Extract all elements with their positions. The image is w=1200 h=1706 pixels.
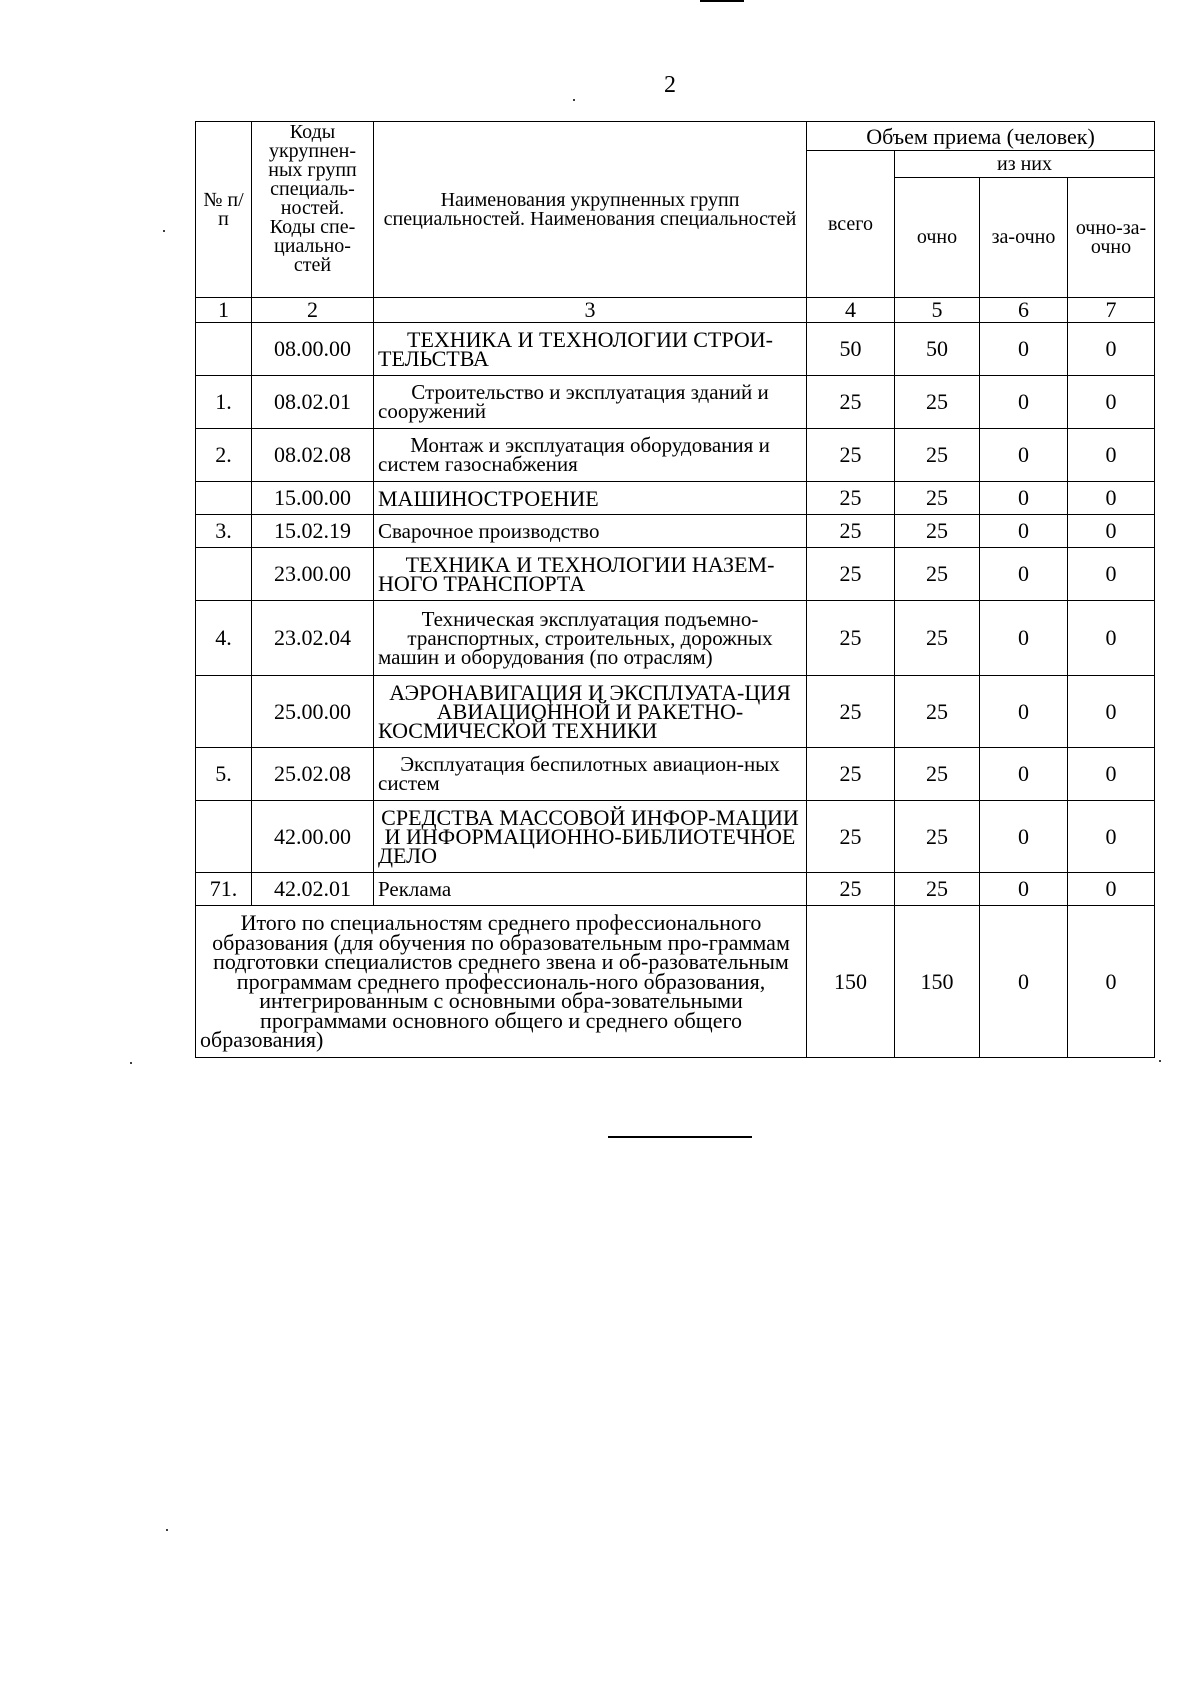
table-row (196, 601, 1155, 676)
scan-speck (1159, 1060, 1161, 1062)
row-name: ТЕХНИКА И ТЕХНОЛОГИИ СТРОИ-ТЕЛЬСТВА (374, 323, 807, 376)
table-row (196, 548, 1155, 601)
row-extramural: 0 (980, 801, 1068, 873)
row-number (196, 482, 252, 515)
row-full-time: 25 (895, 429, 980, 482)
row-number: 71. (196, 873, 252, 906)
column-number: 1 (196, 298, 252, 323)
row-code: 15.02.19 (252, 515, 374, 548)
row-part-time: 0 (1068, 801, 1155, 873)
row-name: Сварочное производство (374, 515, 807, 548)
row-number: 2. (196, 429, 252, 482)
row-number: 1. (196, 376, 252, 429)
row-number: 5. (196, 748, 252, 801)
row-name: ТЕХНИКА И ТЕХНОЛОГИИ НАЗЕМ-НОГО ТРАНСПОРТА (374, 548, 807, 601)
row-number (196, 801, 252, 873)
row-name: МАШИНОСТРОЕНИЕ (374, 482, 807, 515)
row-full-time: 25 (895, 676, 980, 748)
page-number: 2 (664, 72, 676, 98)
row-full-time: 25 (895, 376, 980, 429)
row-part-time: 0 (1068, 601, 1155, 676)
column-number: 4 (807, 298, 895, 323)
row-number: 4. (196, 601, 252, 676)
column-number: 5 (895, 298, 980, 323)
column-number: 3 (374, 298, 807, 323)
row-extramural: 0 (980, 323, 1068, 376)
row-extramural: 0 (980, 515, 1068, 548)
row-total: 25 (807, 676, 895, 748)
row-full-time: 25 (895, 748, 980, 801)
row-full-time: 25 (895, 801, 980, 873)
header-num: № п/п (196, 122, 252, 298)
header-name: Наименования укрупненных групп специальностей. Наименования специальностей (374, 122, 807, 298)
row-name: АЭРОНАВИГАЦИЯ И ЭКСПЛУАТА-ЦИЯ АВИАЦИОННОЙ И РАКЕТНО-КОСМИЧЕСКОЙ ТЕХНИКИ (374, 676, 807, 748)
row-part-time: 0 (1068, 873, 1155, 906)
row-code: 15.00.00 (252, 482, 374, 515)
row-extramural: 0 (980, 873, 1068, 906)
table-row (196, 748, 1155, 801)
row-name: Эксплуатация беспилотных авиацион-ных систем (374, 748, 807, 801)
row-extramural: 0 (980, 429, 1068, 482)
row-part-time: 0 (1068, 429, 1155, 482)
scan-speck (166, 1529, 168, 1531)
row-full-time: 25 (895, 482, 980, 515)
row-full-time: 50 (895, 323, 980, 376)
total-full-time: 150 (895, 906, 980, 1058)
total-extramural: 0 (980, 906, 1068, 1058)
header-full-time: очно (895, 178, 980, 298)
table-row (196, 482, 1155, 515)
row-extramural: 0 (980, 676, 1068, 748)
row-total: 25 (807, 801, 895, 873)
row-name: Реклама (374, 873, 807, 906)
row-extramural: 0 (980, 548, 1068, 601)
table-row (196, 801, 1155, 873)
row-total: 25 (807, 873, 895, 906)
header-extramural: за-очно (980, 178, 1068, 298)
row-code: 23.00.00 (252, 548, 374, 601)
admission-table (195, 121, 1155, 1058)
header-codes: Коды укрупнен-ных групп специаль-ностей. Коды спе-циально-стей (252, 122, 374, 298)
row-full-time: 25 (895, 873, 980, 906)
row-part-time: 0 (1068, 323, 1155, 376)
row-extramural: 0 (980, 601, 1068, 676)
row-total: 25 (807, 748, 895, 801)
row-code: 08.00.00 (252, 323, 374, 376)
row-part-time: 0 (1068, 515, 1155, 548)
row-part-time: 0 (1068, 548, 1155, 601)
column-number: 2 (252, 298, 374, 323)
table-row (196, 429, 1155, 482)
row-total: 25 (807, 376, 895, 429)
row-part-time: 0 (1068, 482, 1155, 515)
row-full-time: 25 (895, 548, 980, 601)
row-code: 08.02.08 (252, 429, 374, 482)
bottom-rule (608, 1136, 752, 1138)
row-total: 25 (807, 601, 895, 676)
total-part-time: 0 (1068, 906, 1155, 1058)
top-edge-mark (700, 0, 744, 2)
row-total: 25 (807, 515, 895, 548)
row-number (196, 323, 252, 376)
scan-speck (163, 230, 165, 232)
row-total: 50 (807, 323, 895, 376)
table-row (196, 676, 1155, 748)
row-total: 25 (807, 429, 895, 482)
column-number: 7 (1068, 298, 1155, 323)
row-part-time: 0 (1068, 748, 1155, 801)
table-row (196, 515, 1155, 548)
row-code: 25.00.00 (252, 676, 374, 748)
row-full-time: 25 (895, 515, 980, 548)
row-name: Строительство и эксплуатация зданий и сооружений (374, 376, 807, 429)
row-part-time: 0 (1068, 676, 1155, 748)
header-total: всего (807, 151, 895, 298)
total-label: Итого по специальностям среднего профессионального образования (для обучения по образовательным про-граммам подготовки специалистов среднего звена и об-разовательным программам среднего профессиональ-ного образования, интегрированным с основными обра-зовательными программами основного общего и среднего общего образования) (196, 906, 807, 1058)
row-number (196, 548, 252, 601)
row-number (196, 676, 252, 748)
table-row (196, 376, 1155, 429)
table-row (196, 323, 1155, 376)
header-of-them: из них (895, 151, 1155, 178)
row-extramural: 0 (980, 482, 1068, 515)
column-number: 6 (980, 298, 1068, 323)
row-name: Монтаж и эксплуатация оборудования и систем газоснабжения (374, 429, 807, 482)
row-extramural: 0 (980, 748, 1068, 801)
header-part-time: очно-за-очно (1068, 178, 1155, 298)
total-value: 150 (807, 906, 895, 1058)
row-code: 42.02.01 (252, 873, 374, 906)
row-full-time: 25 (895, 601, 980, 676)
row-name: Техническая эксплуатация подъемно-транспортных, строительных, дорожных машин и оборудования (по отраслям) (374, 601, 807, 676)
row-code: 08.02.01 (252, 376, 374, 429)
scan-speck (130, 1062, 132, 1064)
row-total: 25 (807, 482, 895, 515)
row-code: 42.00.00 (252, 801, 374, 873)
row-total: 25 (807, 548, 895, 601)
row-code: 23.02.04 (252, 601, 374, 676)
scan-speck (573, 99, 575, 101)
header-volume: Объем приема (человек) (807, 122, 1155, 151)
row-part-time: 0 (1068, 376, 1155, 429)
row-number: 3. (196, 515, 252, 548)
table-row (196, 873, 1155, 906)
row-code: 25.02.08 (252, 748, 374, 801)
column-numbers-row (196, 298, 1155, 323)
row-extramural: 0 (980, 376, 1068, 429)
total-row (196, 906, 1155, 1058)
row-name: СРЕДСТВА МАССОВОЙ ИНФОР-МАЦИИ И ИНФОРМАЦИОННО-БИБЛИОТЕЧНОЕ ДЕЛО (374, 801, 807, 873)
